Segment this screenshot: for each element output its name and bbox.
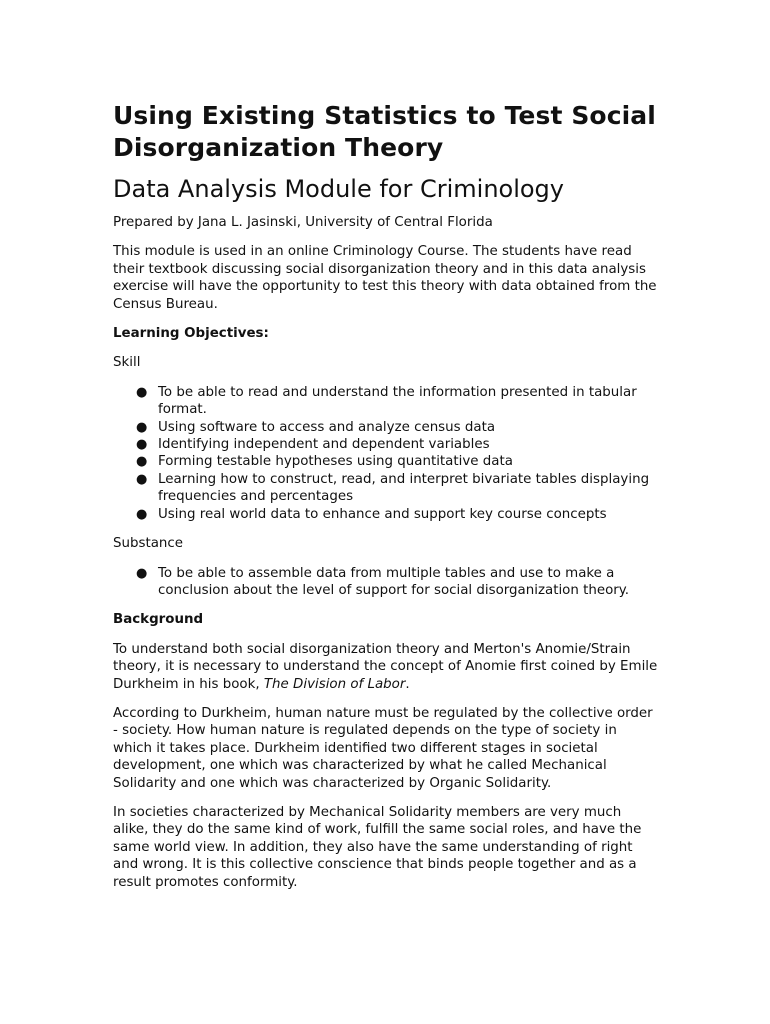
background-paragraph-1: To understand both social disorganization theory and Merton's Anomie/Strain theory, it is necessary to understand the concept of Anomie first coined by Emile Durkheim in his book, The Division of Labor. (113, 641, 658, 692)
learning-objectives-heading: Learning Objectives: (113, 326, 269, 342)
list-item: ● Forming testable hypotheses using quantitative data (136, 454, 513, 470)
skill-heading: Skill (113, 355, 141, 371)
intro-paragraph: This module is used in an online Criminology Course. The students have read their textbook discussing social disorganization theory and in this data analysis exercise will have the opportunity to test this theory with data obtained from the Census Bureau. (113, 244, 657, 312)
list-item: ● Using software to access and analyze census data (136, 419, 496, 435)
list-item: ● Identifying independent and dependent variables (136, 437, 490, 453)
substance-heading: Substance (113, 536, 184, 552)
bullet-icon: ● (136, 471, 148, 487)
bullet-icon: ● (136, 437, 148, 453)
bullet-icon: ● (136, 384, 148, 400)
bullet-icon: ● (136, 454, 148, 470)
prepared-by: Prepared by Jana L. Jasinski, University of Central Florida (113, 215, 493, 230)
background-paragraph-3: In societies characterized by Mechanical Solidarity members are very much alike, they do the same kind of work, fulfill the same social roles, and have the same world view. In addition, they also have the same understanding of right and wrong. It is this collective conscience that binds people together and as a result promotes conformity. (113, 804, 642, 890)
background-heading: Background (113, 612, 204, 628)
bullet-icon: ● (136, 419, 148, 435)
bullet-icon: ● (136, 506, 148, 522)
list-item: ● To be able to read and understand the information presented in tabular format. (136, 384, 637, 418)
document-content (113, 100, 658, 891)
document-subtitle: Data Analysis Module for Criminology (113, 175, 564, 203)
list-item: ● Learning how to construct, read, and interpret bivariate tables displaying frequencies and percentages (136, 471, 650, 505)
document-title: Using Existing Statistics to Test Social Disorganization Theory (113, 101, 656, 162)
bullet-icon: ● (136, 565, 148, 581)
substance-list (113, 565, 658, 600)
book-title: The Division of Labor (263, 676, 406, 692)
list-item: ● Using real world data to enhance and support key course concepts (136, 506, 607, 522)
background-paragraph-2: According to Durkheim, human nature must be regulated by the collective order - society. How human nature is regulated depends on the type of society in which it takes place. Durkheim identified two different stages in societal development, one which was characterized by what he called Mechanical Solidarity and one which was characterized by Organic Solidarity. (113, 705, 653, 791)
list-item: ● To be able to assemble data from multiple tables and use to make a conclusion about the level of support for social disorganization theory. (136, 565, 630, 598)
skill-list (113, 384, 658, 523)
